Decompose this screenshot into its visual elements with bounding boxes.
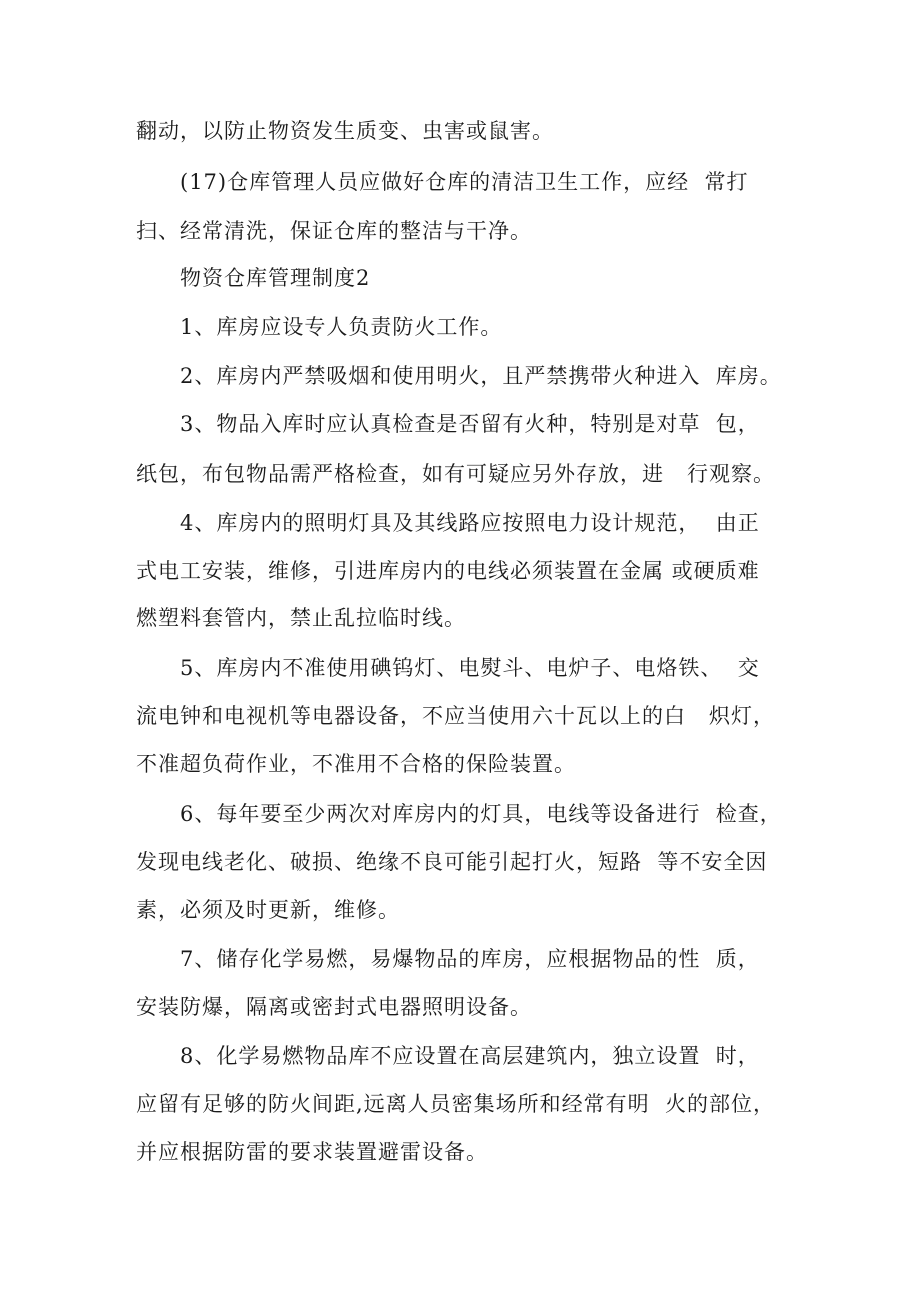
section-heading: 物资仓库管理制度2 [180,266,371,290]
text-line: 1、库房应设专人负责防火工作。 [180,315,503,339]
text-line: 8、化学易燃物品库不应设置在高层建筑内，独立设置 时， [180,1044,760,1068]
text-line: 纸包，布包物品需严格检查，如有可疑应另外存放，进 行观察。 [136,462,776,486]
text-line: 并应根据防雷的要求装置避雷设备。 [136,1140,488,1164]
text-line: 扫、经常清洗，保证仓库的整洁与干净。 [136,219,532,243]
text-line: 6、每年要至少两次对库房内的灯具，电线等设备进行 检查， [180,802,782,826]
text-line: 应留有足够的防火间距,远离人员密集场所和经常有明 火的部位， [136,1092,776,1116]
text-line: 7、储存化学易燃，易爆物品的库房，应根据物品的性 质， [180,947,760,971]
text-line: (17)仓库管理人员应做好仓库的清洁卫生工作，应经 常打 [180,170,749,194]
text-line: 4、库房内的照明灯具及其线路应按照电力设计规范， 由正 [180,511,760,535]
text-line: 流电钟和电视机等电器设备，不应当使用六十瓦以上的白 炽灯， [136,704,776,728]
text-line: 翻动，以防止物资发生质变、虫害或鼠害。 [136,119,554,143]
text-line: 式电工安装，维修，引进库房内的电线必须装置在金属 或硬质难 [136,559,760,583]
text-line: 不准超负荷作业，不准用不合格的保险装置。 [136,752,576,776]
text-line: 素，必须及时更新，维修。 [136,898,400,922]
text-line: 5、库房内不准使用碘钨灯、电熨斗、电炉子、电烙铁、 交 [180,656,760,680]
text-line: 3、物品入库时应认真检查是否留有火种，特别是对草 包， [180,412,760,436]
text-line: 2、库房内严禁吸烟和使用明火，且严禁携带火种进入 库房。 [180,364,782,388]
text-line: 安装防爆，隔离或密封式电器照明设备。 [136,995,532,1019]
text-line: 发现电线老化、破损、绝缘不良可能引起打火，短路 等不安全因 [136,850,768,874]
text-line: 燃塑料套管内，禁止乱拉临时线。 [136,606,466,630]
